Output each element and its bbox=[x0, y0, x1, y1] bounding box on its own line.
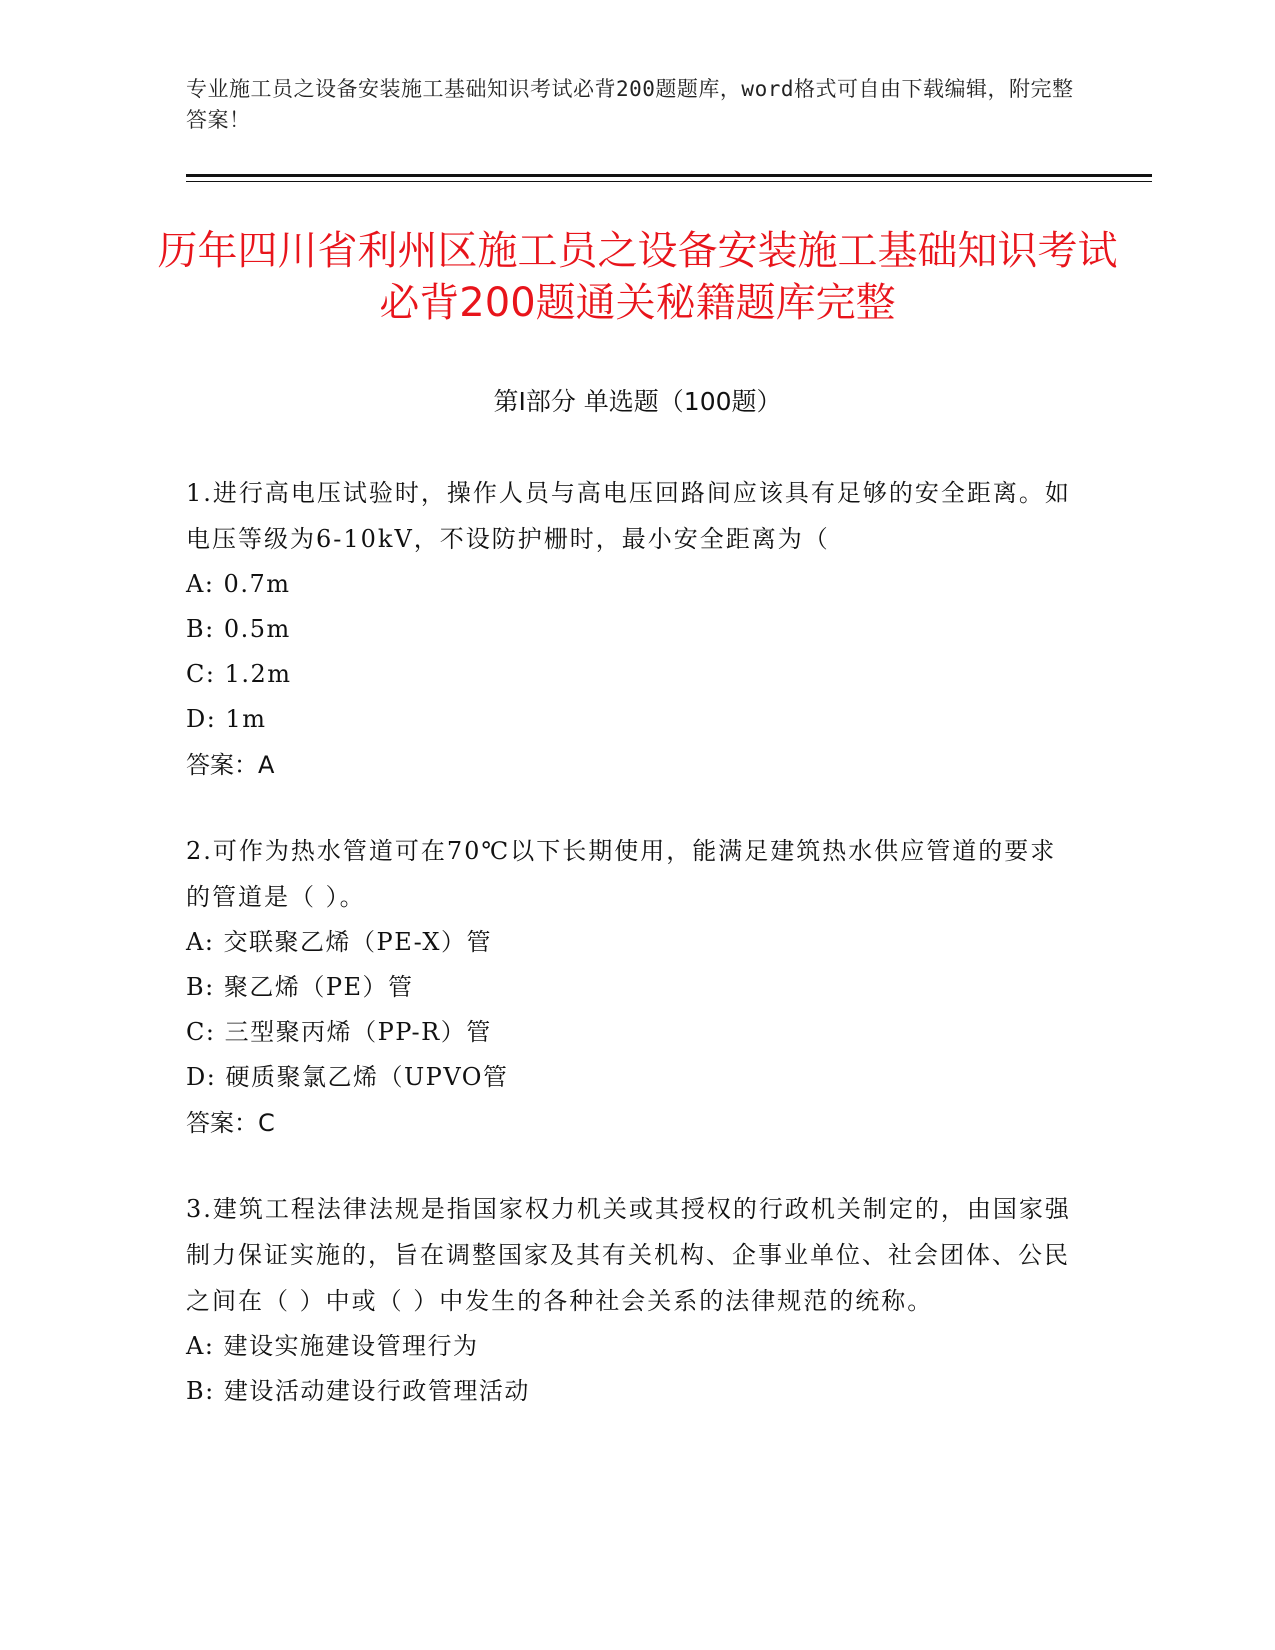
document-title: 历年四川省利州区施工员之设备安装施工基础知识考试必背200题通关秘籍题库完整 bbox=[157, 228, 1118, 326]
question-stem: 2.可作为热水管道可在70℃以下长期使用，能满足建筑热水供应管道的要求的管道是（ ）。 bbox=[186, 837, 1057, 911]
question-2 bbox=[186, 828, 1071, 1146]
header-rule-thick bbox=[186, 174, 1152, 177]
question-1 bbox=[186, 470, 1071, 788]
header-note: 专业施工员之设备安装施工基础知识考试必背200题题库，word格式可自由下载编辑，附完整答案！ bbox=[186, 77, 1074, 132]
option-d: D: 1m bbox=[186, 705, 267, 733]
question-3 bbox=[186, 1186, 1071, 1414]
question-stem: 1.进行高电压试验时，操作人员与高电压回路间应该具有足够的安全距离。如电压等级为6-10kV，不设防护栅时，最小安全距离为（ bbox=[186, 479, 1071, 553]
option-b: B: 0.5m bbox=[186, 615, 291, 643]
question-list bbox=[186, 470, 1071, 1454]
answer: 答案：C bbox=[186, 1109, 275, 1137]
answer: 答案：A bbox=[186, 751, 275, 779]
option-c: C: 1.2m bbox=[186, 660, 292, 688]
header-rule-thin bbox=[186, 181, 1152, 182]
option-b: B: 建设活动建设行政管理活动 bbox=[186, 1377, 530, 1405]
option-c: C: 三型聚丙烯（PP-R）管 bbox=[186, 1018, 492, 1046]
section-heading: 第Ⅰ部分 单选题（100题） bbox=[493, 387, 782, 416]
question-stem: 3.建筑工程法律法规是指国家权力机关或其授权的行政机关制定的，由国家强制力保证实施的，旨在调整国家及其有关机构、企事业单位、社会团体、公民之间在（ ）中或（ ）中发生的各种社会关系的法律规范的统称。 bbox=[186, 1195, 1071, 1315]
option-a: A: 建设实施建设管理行为 bbox=[186, 1332, 479, 1360]
option-a: A: 0.7m bbox=[186, 570, 291, 598]
option-b: B: 聚乙烯（PE）管 bbox=[186, 973, 414, 1001]
option-a: A: 交联聚乙烯（PE-X）管 bbox=[186, 928, 492, 956]
option-d: D: 硬质聚氯乙烯（UPVO管 bbox=[186, 1063, 509, 1091]
